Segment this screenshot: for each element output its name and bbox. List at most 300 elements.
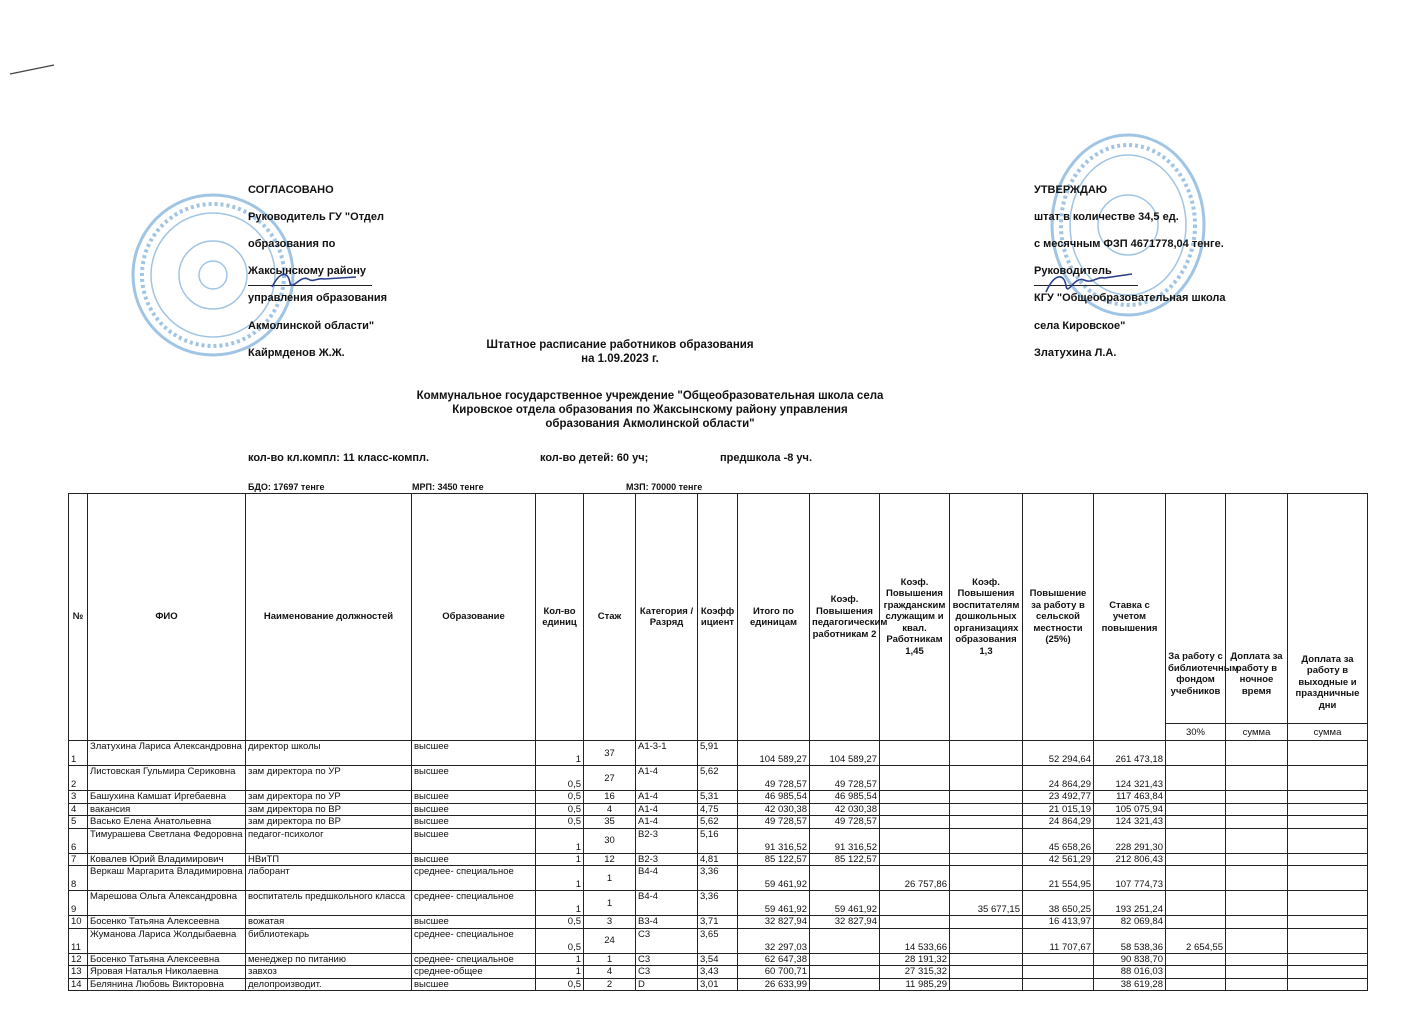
employee-name: Златухина Лариса Александровна (88, 741, 246, 766)
preschool-increase (950, 828, 1023, 853)
position-name: зам директора по ВР (246, 803, 412, 816)
col-header-rural: Повышение за работу в сельской местности (25%) (1023, 494, 1094, 741)
experience-years: 37 (584, 741, 636, 766)
approval-left-line: Кайрмденов Ж.Ж. (248, 346, 345, 359)
col-header-fio: ФИО (88, 494, 246, 741)
holiday-bonus (1288, 766, 1368, 791)
ped-increase (810, 953, 880, 966)
table-row (69, 928, 1368, 953)
position-name: делопроизводит. (246, 978, 412, 991)
coefficient: 5,16 (698, 828, 738, 853)
total-by-units: 49 728,57 (738, 816, 810, 829)
holiday-bonus (1288, 966, 1368, 979)
employee-name: Жуманова Лариса Жолдыбаевна (88, 928, 246, 953)
night-bonus (1226, 953, 1288, 966)
preschool-increase: 35 677,15 (950, 891, 1023, 916)
education: высшее (412, 978, 536, 991)
organization-name (330, 389, 970, 431)
experience-years: 12 (584, 853, 636, 866)
approval-left-line: СОГЛАСОВАНО (248, 183, 334, 196)
row-number: 10 (69, 916, 88, 929)
rural-increase: 24 864,29 (1023, 816, 1094, 829)
row-number: 9 (69, 891, 88, 916)
row-number: 8 (69, 866, 88, 891)
table-row (69, 816, 1368, 829)
ped-increase: 104 589,27 (810, 741, 880, 766)
category: D (636, 978, 698, 991)
night-bonus (1226, 741, 1288, 766)
rate-with-increase: 124 321,43 (1094, 816, 1166, 829)
units-count: 1 (536, 891, 584, 916)
library-bonus (1166, 853, 1226, 866)
category: С3 (636, 928, 698, 953)
preschool-increase (950, 978, 1023, 991)
rural-increase: 45 658,26 (1023, 828, 1094, 853)
rate-with-increase: 212 806,43 (1094, 853, 1166, 866)
education: высшее (412, 853, 536, 866)
night-bonus (1226, 866, 1288, 891)
org-line-2: Кировское отдела образования по Жаксынскому району управления (452, 404, 848, 416)
education: среднее- специальное (412, 953, 536, 966)
approval-right-line: Златухина Л.А. (1034, 346, 1117, 359)
ped-increase: 32 827,94 (810, 916, 880, 929)
night-sum-label: сумма (1226, 724, 1288, 741)
col-header-position: Наименование должностей (246, 494, 412, 741)
rate-with-increase: 88 016,03 (1094, 966, 1166, 979)
civil-increase: 28 191,32 (880, 953, 950, 966)
units-count: 0,5 (536, 766, 584, 791)
ped-increase: 46 985,54 (810, 791, 880, 804)
education: высшее (412, 916, 536, 929)
education: высшее (412, 828, 536, 853)
rural-increase (1023, 966, 1094, 979)
holiday-bonus (1288, 828, 1368, 853)
civil-increase (880, 766, 950, 791)
coefficient: 5,31 (698, 791, 738, 804)
night-bonus (1226, 891, 1288, 916)
preschool-increase (950, 766, 1023, 791)
civil-increase (880, 741, 950, 766)
holiday-bonus (1288, 791, 1368, 804)
col-header-coef-civil: Коэф. Повышения гражданским служащим и квал. Работникам 1,45 (880, 494, 950, 741)
approval-right-line: села Кировское" (1034, 319, 1126, 332)
rate-with-increase: 58 538,36 (1094, 928, 1166, 953)
row-number: 7 (69, 853, 88, 866)
library-bonus: 2 654,55 (1166, 928, 1226, 953)
rate-with-increase: 82 069,84 (1094, 916, 1166, 929)
units-count: 0,5 (536, 978, 584, 991)
approval-right-line: Руководитель (1034, 265, 1112, 278)
experience-years: 2 (584, 978, 636, 991)
position-name: лаборант (246, 866, 412, 891)
coefficient: 3,36 (698, 891, 738, 916)
coefficient: 3,54 (698, 953, 738, 966)
category: В2-3 (636, 828, 698, 853)
experience-years: 16 (584, 791, 636, 804)
ped-increase: 42 030,38 (810, 803, 880, 816)
experience-years: 4 (584, 803, 636, 816)
library-bonus (1166, 916, 1226, 929)
preschool-increase (950, 928, 1023, 953)
library-bonus (1166, 828, 1226, 853)
education: среднее- специальное (412, 928, 536, 953)
library-bonus (1166, 803, 1226, 816)
library-bonus (1166, 866, 1226, 891)
education: высшее (412, 816, 536, 829)
total-by-units: 60 700,71 (738, 966, 810, 979)
table-row (69, 766, 1368, 791)
category: А1-4 (636, 803, 698, 816)
experience-years: 1 (584, 953, 636, 966)
col-header-coef: Коэффициент (698, 494, 738, 741)
preschool-increase (950, 853, 1023, 866)
row-number: 2 (69, 766, 88, 791)
approval-left-line: Акмолинской области" (248, 319, 375, 332)
preschool-increase (950, 803, 1023, 816)
night-bonus (1226, 853, 1288, 866)
category: В4-4 (636, 891, 698, 916)
rural-increase: 11 707,67 (1023, 928, 1094, 953)
category: В3-4 (636, 916, 698, 929)
position-name: зам директора по ВР (246, 816, 412, 829)
preschool-increase (950, 966, 1023, 979)
holiday-bonus (1288, 816, 1368, 829)
bdo-value: БДО: 17697 тенге (248, 482, 325, 492)
preschool-increase (950, 791, 1023, 804)
night-bonus (1226, 978, 1288, 991)
library-bonus (1166, 891, 1226, 916)
rate-with-increase: 107 774,73 (1094, 866, 1166, 891)
civil-increase: 26 757,86 (880, 866, 950, 891)
table-row (69, 866, 1368, 891)
experience-years: 30 (584, 828, 636, 853)
preschool-increase (950, 916, 1023, 929)
approval-left-line: образования по (248, 237, 336, 250)
category: А1-3-1 (636, 741, 698, 766)
table-row (69, 953, 1368, 966)
night-bonus (1226, 791, 1288, 804)
col-header-night: Доплата за работу в ночное время (1226, 494, 1288, 724)
library-bonus (1166, 741, 1226, 766)
coefficient: 3,71 (698, 916, 738, 929)
preschool-increase (950, 816, 1023, 829)
education: среднее-общее (412, 966, 536, 979)
coefficient: 3,43 (698, 966, 738, 979)
table-row (69, 978, 1368, 991)
coefficient: 3,65 (698, 928, 738, 953)
coefficient: 5,91 (698, 741, 738, 766)
civil-increase: 14 533,66 (880, 928, 950, 953)
category: В4-4 (636, 866, 698, 891)
holiday-bonus (1288, 953, 1368, 966)
table-row (69, 828, 1368, 853)
approval-right-line: штат в количестве 34,5 ед. (1034, 210, 1179, 223)
ped-increase: 49 728,57 (810, 766, 880, 791)
category: А1-4 (636, 816, 698, 829)
table-row (69, 741, 1368, 766)
col-header-rate: Ставка с учетом повышения (1094, 494, 1166, 741)
experience-years: 1 (584, 891, 636, 916)
category: А1-4 (636, 766, 698, 791)
holiday-bonus (1288, 866, 1368, 891)
civil-increase: 11 985,29 (880, 978, 950, 991)
ped-increase: 59 461,92 (810, 891, 880, 916)
education: высшее (412, 766, 536, 791)
row-number: 5 (69, 816, 88, 829)
employee-name: Башухина Камшат Иргебаевна (88, 791, 246, 804)
total-by-units: 46 985,54 (738, 791, 810, 804)
preschool-count: предшкола -8 уч. (720, 452, 812, 464)
position-name: НВиТП (246, 853, 412, 866)
units-count: 0,5 (536, 791, 584, 804)
holiday-bonus (1288, 803, 1368, 816)
units-count: 0,5 (536, 916, 584, 929)
education: высшее (412, 741, 536, 766)
ped-increase (810, 966, 880, 979)
total-by-units: 59 461,92 (738, 891, 810, 916)
coefficient: 4,75 (698, 803, 738, 816)
units-count: 1 (536, 866, 584, 891)
rate-with-increase: 38 619,28 (1094, 978, 1166, 991)
col-header-holiday: Доплата за работу в выходные и праздничные дни (1288, 494, 1368, 724)
category: С3 (636, 966, 698, 979)
preschool-increase (950, 741, 1023, 766)
coefficient: 5,62 (698, 816, 738, 829)
library-percent: 30% (1166, 724, 1226, 741)
org-line-1: Коммунальное государственное учреждение "Общеобразовательная школа села (416, 390, 884, 402)
rural-increase: 52 294,64 (1023, 741, 1094, 766)
col-header-total: Итого по единицам (738, 494, 810, 741)
employee-name: вакансия (88, 803, 246, 816)
preschool-increase (950, 866, 1023, 891)
civil-increase (880, 916, 950, 929)
library-bonus (1166, 766, 1226, 791)
units-count: 1 (536, 828, 584, 853)
employee-name: Марешова Ольга Александровна (88, 891, 246, 916)
rural-increase: 23 492,77 (1023, 791, 1094, 804)
night-bonus (1226, 966, 1288, 979)
night-bonus (1226, 803, 1288, 816)
col-header-units: Кол-во единиц (536, 494, 584, 741)
coefficient: 3,01 (698, 978, 738, 991)
holiday-bonus (1288, 853, 1368, 866)
position-name: менеджер по питанию (246, 953, 412, 966)
total-by-units: 104 589,27 (738, 741, 810, 766)
units-count: 1 (536, 953, 584, 966)
night-bonus (1226, 916, 1288, 929)
employee-name: Босенко Татьяна Алексеевна (88, 953, 246, 966)
rate-with-increase: 193 251,24 (1094, 891, 1166, 916)
units-count: 0,5 (536, 928, 584, 953)
total-by-units: 26 633,99 (738, 978, 810, 991)
position-name: зам директора по УР (246, 791, 412, 804)
title-line-1: Штатное расписание работников образования (486, 339, 754, 351)
col-header-education: Образование (412, 494, 536, 741)
row-number: 1 (69, 741, 88, 766)
ped-increase: 49 728,57 (810, 816, 880, 829)
col-header-category: Категория / Разряд (636, 494, 698, 741)
employee-name: Ковалев Юрий Владимирович (88, 853, 246, 866)
employee-name: Босенко Татьяна Алексеевна (88, 916, 246, 929)
rate-with-increase: 105 075,94 (1094, 803, 1166, 816)
table-row (69, 791, 1368, 804)
employee-name: Тимурашева Светлана Федоровна (88, 828, 246, 853)
col-header-num: № (69, 494, 88, 741)
ped-increase (810, 928, 880, 953)
education: среднее- специальное (412, 866, 536, 891)
signature-right (1040, 262, 1136, 302)
total-by-units: 32 297,03 (738, 928, 810, 953)
position-name: зам директора по УР (246, 766, 412, 791)
library-bonus (1166, 978, 1226, 991)
coefficient: 4,81 (698, 853, 738, 866)
experience-years: 35 (584, 816, 636, 829)
title-line-2: на 1.09.2023 г. (581, 353, 659, 365)
rural-increase: 16 413,97 (1023, 916, 1094, 929)
table-row (69, 916, 1368, 929)
position-name: директор школы (246, 741, 412, 766)
holiday-bonus (1288, 741, 1368, 766)
row-number: 3 (69, 791, 88, 804)
employee-name: Яровая Наталья Николаевна (88, 966, 246, 979)
row-number: 11 (69, 928, 88, 953)
table-row (69, 803, 1368, 816)
education: высшее (412, 791, 536, 804)
mzp-value: МЗП: 70000 тенге (626, 482, 703, 492)
document-title (420, 338, 820, 366)
civil-increase (880, 803, 950, 816)
units-count: 1 (536, 966, 584, 979)
night-bonus (1226, 928, 1288, 953)
total-by-units: 42 030,38 (738, 803, 810, 816)
children-count: кол-во детей: 60 уч; (540, 452, 649, 464)
total-by-units: 91 316,52 (738, 828, 810, 853)
rural-increase: 42 561,29 (1023, 853, 1094, 866)
holiday-sum-label: сумма (1288, 724, 1368, 741)
approval-left-line: управления образования (248, 292, 388, 305)
staff-table-body (69, 741, 1368, 991)
civil-increase (880, 891, 950, 916)
night-bonus (1226, 816, 1288, 829)
row-number: 6 (69, 828, 88, 853)
civil-increase (880, 791, 950, 804)
civil-increase: 27 315,32 (880, 966, 950, 979)
units-count: 1 (536, 853, 584, 866)
approval-left-line: Жаксынскому району (248, 265, 367, 278)
holiday-bonus (1288, 916, 1368, 929)
civil-increase (880, 853, 950, 866)
experience-years: 4 (584, 966, 636, 979)
ped-increase: 91 316,52 (810, 828, 880, 853)
rural-increase: 21 015,19 (1023, 803, 1094, 816)
total-by-units: 59 461,92 (738, 866, 810, 891)
rate-with-increase: 124 321,43 (1094, 766, 1166, 791)
night-bonus (1226, 766, 1288, 791)
total-by-units: 49 728,57 (738, 766, 810, 791)
units-count: 1 (536, 741, 584, 766)
category: А1-4 (636, 791, 698, 804)
rural-increase (1023, 953, 1094, 966)
category: С3 (636, 953, 698, 966)
position-name: педагог-психолог (246, 828, 412, 853)
col-header-library: За работу с библиотечным фондом учебников (1166, 494, 1226, 724)
experience-years: 24 (584, 928, 636, 953)
position-name: вожатая (246, 916, 412, 929)
col-header-coef-preschool: Коэф. Повышения воспитателям дошкольных организациях образования 1,3 (950, 494, 1023, 741)
approval-left-line: Руководитель ГУ "Отдел (248, 210, 385, 223)
coefficient: 5,62 (698, 766, 738, 791)
rural-increase: 38 650,25 (1023, 891, 1094, 916)
rural-increase: 21 554,95 (1023, 866, 1094, 891)
ped-increase (810, 866, 880, 891)
night-bonus (1226, 828, 1288, 853)
coefficient: 3,36 (698, 866, 738, 891)
ped-increase (810, 978, 880, 991)
units-count: 0,5 (536, 816, 584, 829)
mrp-value: МРП: 3450 тенге (412, 482, 484, 492)
rate-with-increase: 90 838,70 (1094, 953, 1166, 966)
experience-years: 1 (584, 866, 636, 891)
table-row (69, 853, 1368, 866)
library-bonus (1166, 966, 1226, 979)
col-header-experience: Стаж (584, 494, 636, 741)
employee-name: Веркаш Маргарита Владимировна (88, 866, 246, 891)
approval-right-line: с месячным ФЗП 4671778,04 тенге. (1034, 237, 1224, 250)
row-number: 4 (69, 803, 88, 816)
education: среднее- специальное (412, 891, 536, 916)
experience-years: 3 (584, 916, 636, 929)
experience-years: 27 (584, 766, 636, 791)
employee-name: Белянина Любовь Викторовна (88, 978, 246, 991)
approval-right-line: КГУ "Общеобразовательная школа (1034, 292, 1226, 305)
staff-table (68, 493, 1368, 991)
table-row (69, 891, 1368, 916)
holiday-bonus (1288, 978, 1368, 991)
rate-with-increase: 228 291,30 (1094, 828, 1166, 853)
holiday-bonus (1288, 928, 1368, 953)
rural-increase (1023, 978, 1094, 991)
total-by-units: 32 827,94 (738, 916, 810, 929)
rate-with-increase: 117 463,84 (1094, 791, 1166, 804)
class-count: кол-во кл.компл: 11 класс-компл. (248, 452, 430, 464)
position-name: завхоз (246, 966, 412, 979)
total-by-units: 62 647,38 (738, 953, 810, 966)
civil-increase (880, 816, 950, 829)
library-bonus (1166, 816, 1226, 829)
holiday-bonus (1288, 891, 1368, 916)
approval-right-line: УТВЕРЖДАЮ (1034, 183, 1108, 196)
ped-increase: 85 122,57 (810, 853, 880, 866)
row-number: 13 (69, 966, 88, 979)
education: высшее (412, 803, 536, 816)
position-name: воспитатель предшкольного класса (246, 891, 412, 916)
pen-mark (8, 62, 56, 76)
units-count: 0,5 (536, 803, 584, 816)
rural-increase: 24 864,29 (1023, 766, 1094, 791)
org-line-3: образования Акмолинской области" (545, 418, 755, 430)
library-bonus (1166, 791, 1226, 804)
rate-with-increase: 261 473,18 (1094, 741, 1166, 766)
col-header-coef-ped: Коэф. Повышения педагогическим работникам 2 (810, 494, 880, 741)
library-bonus (1166, 953, 1226, 966)
employee-name: Листовская Гульмира Сериковна (88, 766, 246, 791)
signature-left (268, 265, 358, 295)
table-row (69, 966, 1368, 979)
preschool-increase (950, 953, 1023, 966)
civil-increase (880, 828, 950, 853)
category: В2-3 (636, 853, 698, 866)
row-number: 14 (69, 978, 88, 991)
